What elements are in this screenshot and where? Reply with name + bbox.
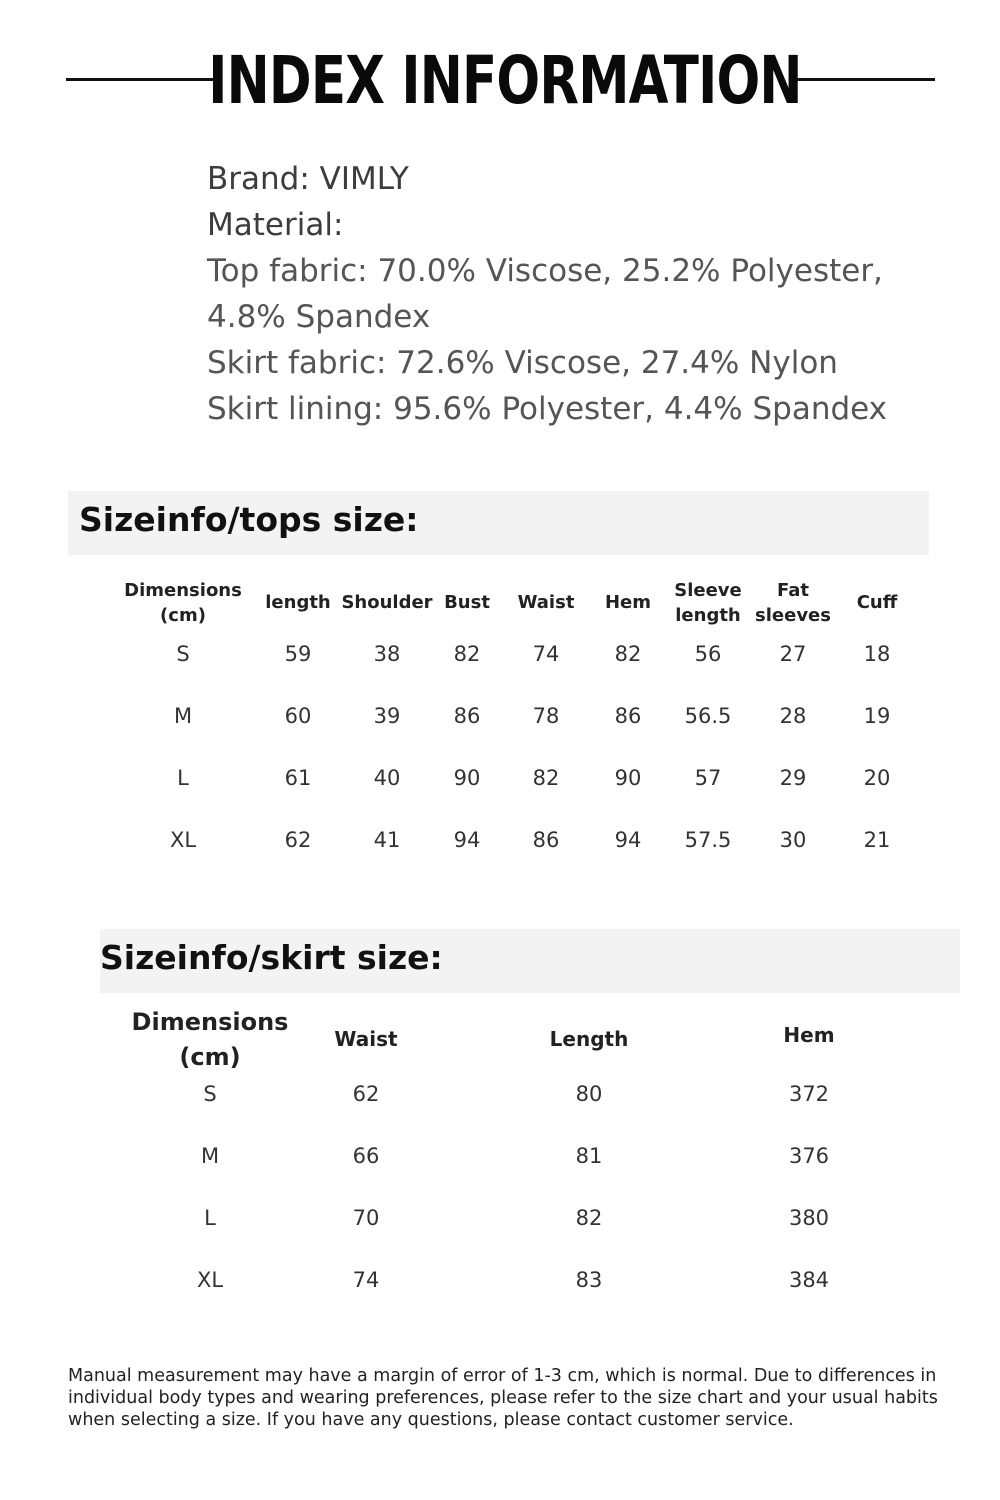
column-header-line: Waist (334, 1027, 398, 1051)
table-cell: 38 (373, 642, 401, 666)
column-header (341, 590, 432, 615)
table-cell: 56.5 (684, 704, 732, 728)
table-cell: 78 (532, 704, 560, 728)
column-header-line: Cuff (856, 592, 898, 613)
column-header-line: Hem (604, 592, 652, 613)
column-header-line: Length (549, 1027, 629, 1051)
table-cell: 20 (863, 766, 891, 790)
column-header (783, 1023, 834, 1048)
column-header-line: length (265, 592, 331, 613)
table-cell: 83 (575, 1268, 603, 1292)
table-cell: 18 (863, 642, 891, 666)
table-cell: 30 (779, 828, 807, 852)
table-cell: 90 (614, 766, 642, 790)
skirt-section-title: Sizeinfo/skirt size: (100, 938, 443, 977)
table-cell: 57.5 (684, 828, 732, 852)
column-header (550, 1027, 629, 1052)
column-header (334, 1027, 397, 1052)
tops-section-title: Sizeinfo/tops size: (79, 500, 419, 539)
column-header-line: Bust (444, 592, 490, 613)
column-header (518, 590, 575, 615)
table-cell: 66 (352, 1144, 380, 1168)
table-cell: 57 (694, 766, 722, 790)
table-cell: 82 (575, 1206, 603, 1230)
table-cell: 27 (779, 642, 807, 666)
column-header (265, 590, 331, 615)
column-header (674, 578, 742, 628)
size-label: XL (196, 1268, 224, 1292)
size-label: S (203, 1082, 217, 1106)
table-cell: 56 (694, 642, 722, 666)
column-header-line: (cm) (160, 605, 206, 626)
column-header (605, 590, 651, 615)
table-cell: 82 (532, 766, 560, 790)
table-cell: 82 (453, 642, 481, 666)
column-header-line: Dimensions (124, 580, 242, 601)
table-cell: 19 (863, 704, 891, 728)
column-header (857, 590, 898, 615)
table-cell: 74 (352, 1268, 380, 1292)
column-header-line: Sleeve (674, 580, 742, 601)
column-header (124, 578, 242, 628)
table-cell: 81 (575, 1144, 603, 1168)
column-header (132, 1005, 289, 1075)
top-fabric-line: Top fabric: 70.0% Viscose, 25.2% Polyester, (207, 253, 883, 289)
table-cell: 86 (532, 828, 560, 852)
brand-line: Brand: VIMLY (207, 161, 409, 197)
table-cell: 384 (788, 1268, 830, 1292)
column-header-line: length (675, 605, 741, 626)
table-cell: 94 (614, 828, 642, 852)
skirt-lining-line: Skirt lining: 95.6% Polyester, 4.4% Spandex (207, 391, 888, 427)
column-header-line: (cm) (179, 1043, 241, 1071)
table-cell: 90 (453, 766, 481, 790)
table-cell: 60 (284, 704, 312, 728)
column-header-line: Hem (783, 1023, 835, 1047)
size-label: L (177, 766, 189, 790)
table-cell: 74 (532, 642, 560, 666)
column-header-line: sleeves (755, 605, 831, 626)
table-cell: 376 (788, 1144, 830, 1168)
column-header-line: Shoulder (341, 592, 433, 613)
size-label: M (173, 704, 193, 728)
column-header (755, 578, 831, 628)
skirt-fabric-line: Skirt fabric: 72.6% Viscose, 27.4% Nylon (207, 345, 838, 381)
column-header-line: Fat (777, 580, 809, 601)
size-label: XL (169, 828, 197, 852)
top-fabric-line-cont: 4.8% Spandex (207, 299, 431, 335)
table-cell: 86 (453, 704, 481, 728)
table-cell: 82 (614, 642, 642, 666)
table-cell: 94 (453, 828, 481, 852)
table-cell: 40 (373, 766, 401, 790)
table-cell: 372 (788, 1082, 830, 1106)
column-header (444, 590, 490, 615)
table-cell: 380 (788, 1206, 830, 1230)
column-header-line: Waist (517, 592, 575, 613)
table-cell: 21 (863, 828, 891, 852)
material-label: Material: (207, 207, 344, 243)
table-cell: 80 (575, 1082, 603, 1106)
page-title: INDEX INFORMATION (208, 42, 802, 119)
size-label: L (204, 1206, 216, 1230)
column-header-line: Dimensions (131, 1008, 289, 1036)
table-cell: 62 (284, 828, 312, 852)
table-cell: 70 (352, 1206, 380, 1230)
table-cell: 39 (373, 704, 401, 728)
table-cell: 86 (614, 704, 642, 728)
table-cell: 62 (352, 1082, 380, 1106)
table-cell: 41 (373, 828, 401, 852)
table-cell: 29 (779, 766, 807, 790)
size-label: M (200, 1144, 220, 1168)
table-cell: 28 (779, 704, 807, 728)
measurement-note: Manual measurement may have a margin of error of 1-3 cm, which is normal. Due to differences in individual body types and wearing preferences, please refer to the size chart and your usual habits when selecting a size. If you have any questions, please contact customer service. (68, 1366, 938, 1430)
size-label: S (176, 642, 190, 666)
table-cell: 59 (284, 642, 312, 666)
product-info (207, 156, 967, 432)
table-cell: 61 (284, 766, 312, 790)
